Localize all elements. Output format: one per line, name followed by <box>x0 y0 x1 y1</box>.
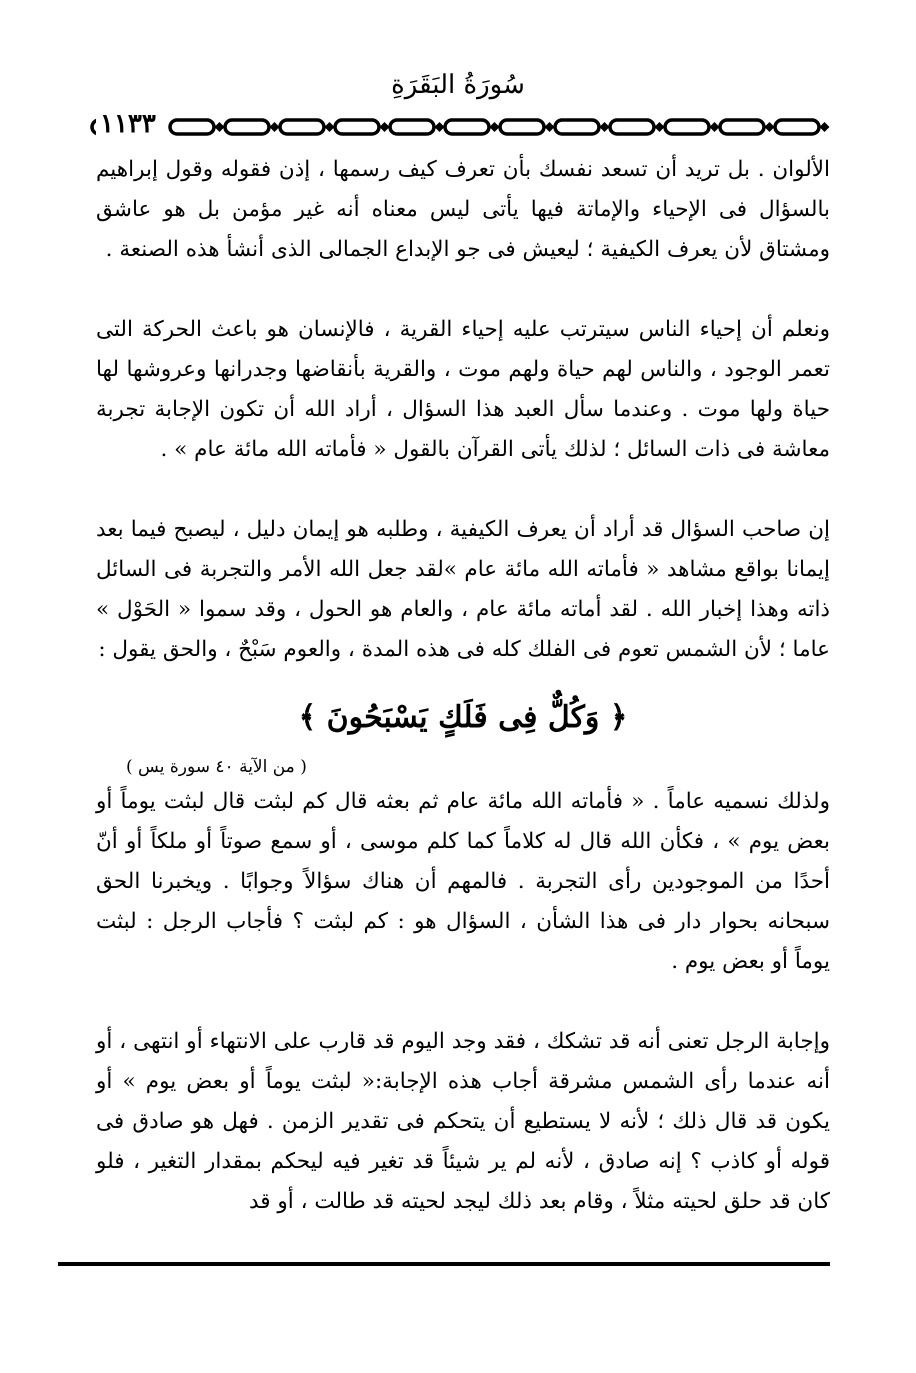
paragraph: ونعلم أن إحياء الناس سيترتب عليه إحياء القرية ، فالإنسان هو باعث الحركة التى تعمر الوجود ، والناس لهم حياة ولهم موت ، والقرية بأنقاضها وجدرانها وعروشها لها حياة ولها موت . وعندما سأل العبد هذا السؤال ، أراد الله أن تكون الإجابة تجربة معاشة فى ذات السائل ؛ لذلك يأتى القرآن بالقول « فأماته الله مائة عام » . <box>96 317 830 462</box>
border-oval <box>280 120 324 134</box>
paragraph: وإجابة الرجل تعنى أنه قد تشكك ، فقد وجد اليوم قد قارب على الانتهاء أو انتهى ، أو أنه عندما رأى الشمس مشرقة أجاب هذه الإجابة:« لبثت يوماً أو بعض يوم » أو يكون قد قال ذلك ؛ لأنه لا يستطيع أن يتحكم فى تقدير الزمن . فهل هو صادق فى قوله أو كاذب ؟ إنه صادق ، لأنه لم ير شيئاً قد تغير فيه ليحكم بمقدار التغير ، فلو كان قد حلق لحيته مثلاً ، وقام بعد ذلك ليجد لحيته قد طالت ، أو قد <box>96 1029 830 1214</box>
border-diamond <box>545 122 555 132</box>
paragraph: الألوان . بل تريد أن تسعد نفسك بأن تعرف كيف رسمها ، إذن فقوله وقول إبراهيم بالسؤال فى الإحياء والإماتة فيها يأتى ليس معناه أنه غير مؤمن بل هو عاشق ومشتاق لأن يعرف الكيفية ؛ ليعيش فى جو الإبداع الجمالى الذى أنشأ هذه الصنعة . <box>96 157 830 262</box>
paragraph: إن صاحب السؤال قد أراد أن يعرف الكيفية ، وطلبه هو إيمان دليل ، ليصبح فيما بعد إيمانا بواقع مشاهد « فأماته الله مائة عام »لقد جعل الله الأمر والتجربة فى السائل ذاته وهذا إخبار الله . لقد أماته مائة عام ، والعام هو الحول ، وقد سموا « الحَوْل » عاما ؛ لأن الشمس تعوم فى الفلك كله فى هذه المدة ، والعوم سَبْحٌ ، والحق يقول : <box>96 517 830 662</box>
border-diamond <box>600 122 610 132</box>
border-diamond <box>820 122 830 132</box>
border-diamond <box>655 122 665 132</box>
border-diamond <box>380 122 390 132</box>
border-diamond <box>490 122 500 132</box>
border-diamond <box>325 122 335 132</box>
border-diamond <box>435 122 445 132</box>
border-diamond <box>270 122 280 132</box>
ornamental-border <box>90 112 830 142</box>
footer-rule <box>58 1262 830 1266</box>
border-oval <box>445 120 489 134</box>
border-oval <box>720 120 764 134</box>
page-body <box>96 150 830 1222</box>
border-oval <box>555 120 599 134</box>
border-oval <box>170 120 214 134</box>
quran-verse: ﴿ وَكُلٌّ فِى فَلَكٍ يَسْبَحُونَ ﴾ <box>298 700 628 735</box>
page-number: ١١٣٣ <box>96 109 160 139</box>
border-oval <box>500 120 544 134</box>
border-oval <box>610 120 654 134</box>
verse-reference: ( من الآية ٤٠ سورة يس ) <box>126 757 307 777</box>
surah-title: سُورَةُ البَقَرَةِ <box>391 70 525 100</box>
paragraph: ولذلك نسميه عاماً . « فأماته الله مائة عام ثم بعثه قال كم لبثت قال لبثت يوماً أو بعض يوم » ، فكأن الله قال له كلاماً كما كلم موسى ، أو سمع صوتاً أو ملكاً أو أنّ أحدًا من الموجودين رأى التجربة . فالمهم أن هناك سؤالاً وجوابًا . ويخبرنا الحق سبحانه بحوار دار فى هذا الشأن ، السؤال هو : كم لبثت ؟ فأجاب الرجل : لبثت يوماً أو بعض يوم . <box>96 789 830 974</box>
border-oval <box>775 120 819 134</box>
border-oval <box>665 120 709 134</box>
border-diamond <box>765 122 775 132</box>
border-diamond <box>215 122 225 132</box>
border-diamond <box>710 122 720 132</box>
border-oval <box>335 120 379 134</box>
border-oval <box>225 120 269 134</box>
border-oval <box>390 120 434 134</box>
